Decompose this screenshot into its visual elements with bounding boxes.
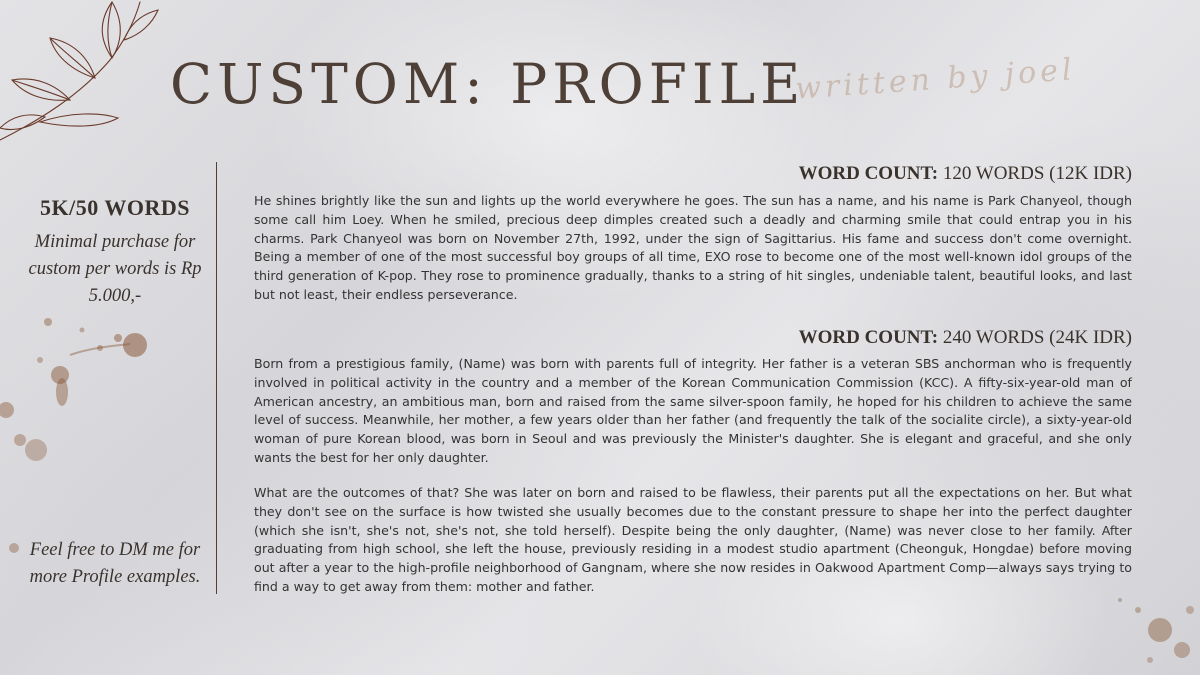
minimum-purchase-note: Minimal purchase for custom per words is Rp 5.000,- xyxy=(28,232,202,306)
pricing-sidebar xyxy=(20,195,210,309)
vertical-divider xyxy=(216,162,217,594)
sample-paragraph: Born from a prestigious family, (Name) was born with parents full of integrity. Her father is a veteran SBS anchorman who is frequently involved in political activity in the country and a member of the Korean Communication Commission (KCC). A fifty-six-year-old man of American ancestry, an ambitious man, born and raised from the same silver-spoon family, he hoped for his children to achieve the same level of success. Meanwhile, her mother, a few years older than her father (and frequently the talk of the socialite circle), a sixty-year-old woman of pure Korean blood, was born in Seoul and was previously the Minister's daughter. She is elegant and graceful, and she only wants the best for her only daughter. xyxy=(254,356,1132,465)
word-count-value: 240 WORDS (24K IDR) xyxy=(942,327,1132,348)
dm-note: Feel free to DM me for more Profile examples. xyxy=(29,540,201,587)
sample-paragraph: He shines brightly like the sun and lights up the world everywhere he goes. The sun has a name, and his name is Park Chanyeol, though some call him Loey. When he smiled, precious deep dimples created such a deadly and charming smile that could entrap you in his charms. Park Chanyeol was born on November 27th, 1992, under the sign of Sagittarius. His fame and success don't come overnight. Being a member of one of the most successful boy groups of all time, EXO rose to become one of the most well-known idol groups of the third generation of K-pop. They rose to prominence gradually, thanks to a string of hit singles, undeniable talent, beautiful looks, and last but not least, their endless perseverance. xyxy=(254,193,1132,302)
page-title: CUSTOM: PROFILE xyxy=(170,52,806,116)
word-count-label: WORD COUNT: xyxy=(798,163,939,184)
sample-paragraph: What are the outcomes of that? She was later on born and raised to be flawless, their parents put all the expectations on her. But what they don't see on the surface is how twisted she usually becomes due to the constant pressure to shape her into the perfect daughter (which she isn't, she's not, she's not, she told herself). Despite being the only daughter, (Name) was never close to her family. After graduating from high school, she left the house, previously residing in a modest studio apartment (Cheonguk, Hongdae) before moving out after a year to the high-profile neighborhood of Gangnam, where she now resides in Oakwood Apartment Comp—always says trying to find a way to get away from them: mother and father. xyxy=(254,485,1132,594)
author-signature: written by joel xyxy=(794,52,1077,107)
section-heading-120 xyxy=(799,163,1132,185)
price-per-words: 5K/50 WORDS xyxy=(40,195,190,220)
coffee-stain-icon xyxy=(0,300,180,560)
word-count-value: 120 WORDS (12K IDR) xyxy=(942,163,1132,184)
section-heading-240 xyxy=(799,327,1132,349)
word-count-label: WORD COUNT: xyxy=(798,327,939,348)
leaf-branch-icon xyxy=(0,0,170,150)
